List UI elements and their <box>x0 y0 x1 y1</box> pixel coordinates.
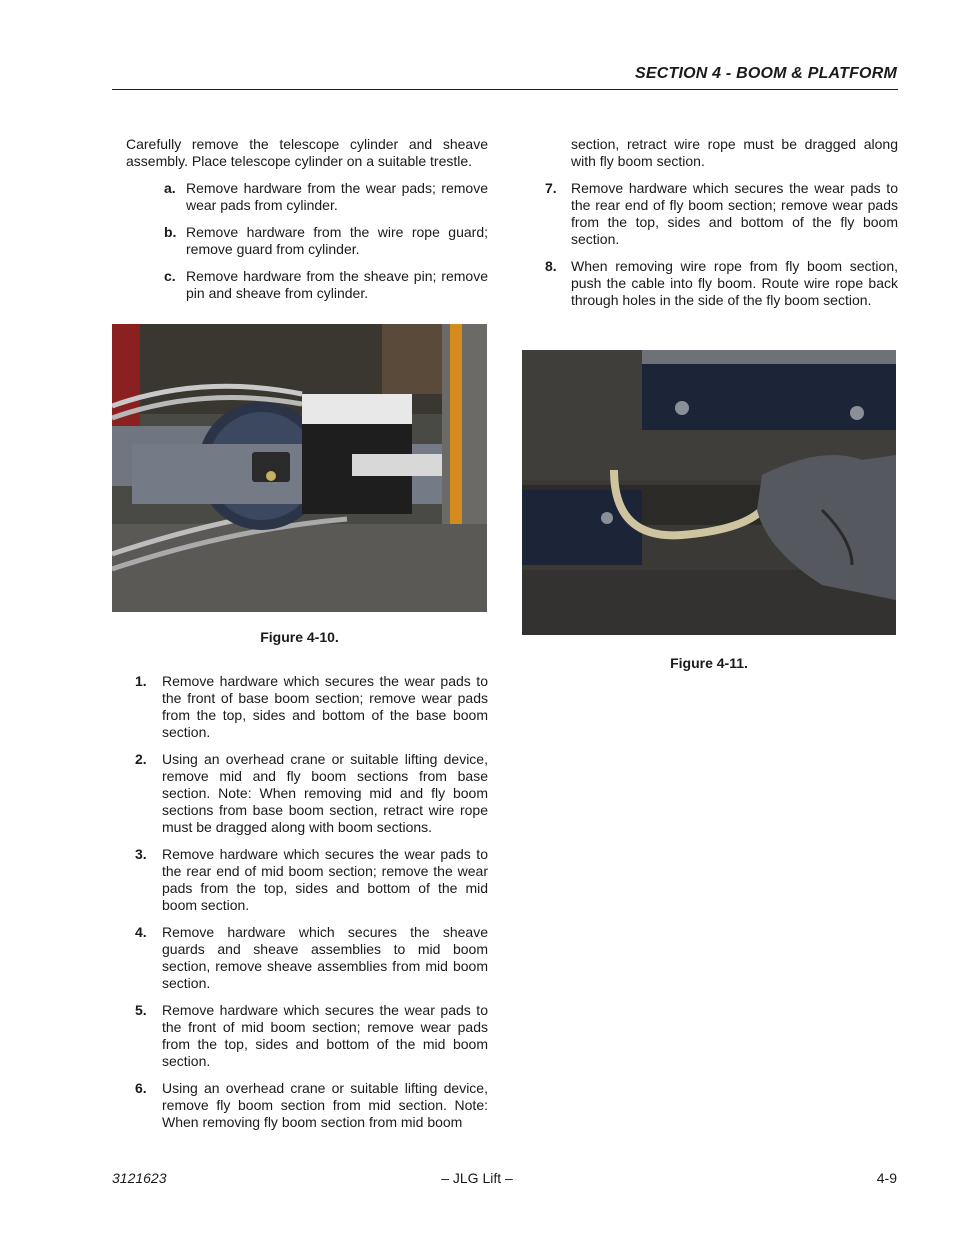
sub-step-marker: b. <box>164 224 177 240</box>
figure-4-11-caption: Figure 4-11. <box>670 655 748 671</box>
step-item <box>126 924 488 992</box>
figure-4-11-photo <box>522 350 896 635</box>
document-number: 3121623 <box>112 1170 167 1186</box>
right-column <box>545 136 898 319</box>
step-item <box>545 258 898 309</box>
step-number: 7. <box>545 180 557 196</box>
step-text: Using an overhead crane or suitable lifting device, remove fly boom section from mid section. Note: When removing fly boom section from mid boom <box>162 1080 488 1130</box>
sub-step-item <box>126 268 488 302</box>
intro-paragraph: Carefully remove the telescope cylinder and sheave assembly. Place telescope cylinder on a suitable trestle. <box>126 136 488 169</box>
step-list-continued <box>545 180 898 309</box>
step-number: 5. <box>135 1002 147 1018</box>
header-divider <box>112 89 898 90</box>
step-text: Remove hardware which secures the wear pads to the front of mid boom section; remove wear pads from the top, sides and bottom of the mid boom section. <box>162 1002 488 1069</box>
step-number: 1. <box>135 673 147 689</box>
step-number: 4. <box>135 924 147 940</box>
sub-step-list <box>126 180 488 302</box>
figure-4-10-caption: Figure 4-10. <box>260 629 339 645</box>
step-list <box>126 673 488 1131</box>
step-text: Remove hardware which secures the sheave guards and sheave assemblies to mid boom section, remove sheave assemblies from mid boom section. <box>162 924 488 991</box>
step-number: 6. <box>135 1080 147 1096</box>
step-item <box>126 1080 488 1131</box>
step-number: 3. <box>135 846 147 862</box>
step-item <box>126 1002 488 1070</box>
step-number: 8. <box>545 258 557 274</box>
step-text: Remove hardware which secures the wear pads to the rear end of fly boom section; remove wear pads from the top, sides and bottom of the fly boom section. <box>571 180 898 247</box>
step-item <box>545 180 898 248</box>
footer-brand: – JLG Lift – <box>441 1170 513 1186</box>
sub-step-marker: c. <box>164 268 176 284</box>
sub-step-text: Remove hardware from the wire rope guard; remove guard from cylinder. <box>186 224 488 257</box>
step-text: Using an overhead crane or suitable lifting device, remove mid and fly boom sections from base section. Note: When removing mid and fly boom sections from base boom section, retract wire rope must be dragged along with boom sections. <box>162 751 488 835</box>
step-text: Remove hardware which secures the wear pads to the front of base boom section; remove wear pads from the top, sides and bottom of the base boom section. <box>162 673 488 740</box>
left-column-steps <box>126 673 488 1141</box>
page-number: 4-9 <box>876 1170 897 1186</box>
left-column-intro <box>126 136 488 302</box>
section-title: SECTION 4 - BOOM & PLATFORM <box>635 65 897 82</box>
step-item <box>126 673 488 741</box>
sub-step-text: Remove hardware from the sheave pin; remove pin and sheave from cylinder. <box>186 268 488 301</box>
sub-step-marker: a. <box>164 180 176 196</box>
step-item <box>126 846 488 914</box>
sub-step-text: Remove hardware from the wear pads; remove wear pads from cylinder. <box>186 180 488 213</box>
step-text: Remove hardware which secures the wear pads to the rear end of mid boom section; remove the wear pads from the top, sides and bottom of the mid boom section. <box>162 846 488 913</box>
sub-step-item <box>126 224 488 258</box>
step-text: When removing wire rope from fly boom section, push the cable into fly boom. Route wire rope back through holes in the side of the fly boom section. <box>571 258 898 308</box>
continuation-paragraph: section, retract wire rope must be dragged along with fly boom section. <box>571 136 898 169</box>
figure-4-10-photo <box>112 324 487 612</box>
sub-step-item <box>126 180 488 214</box>
step-number: 2. <box>135 751 147 767</box>
step-item <box>126 751 488 836</box>
